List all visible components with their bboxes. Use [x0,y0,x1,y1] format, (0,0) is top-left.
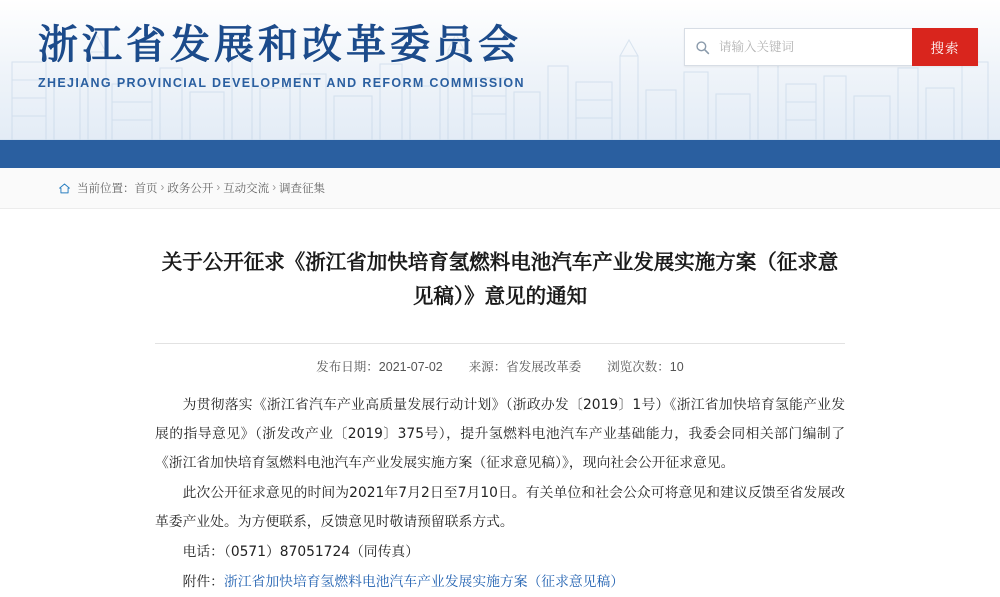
breadcrumb-item-government-disclosure[interactable]: 政务公开 [167,183,214,195]
search-input[interactable] [717,39,904,55]
breadcrumb-separator: › [160,182,165,194]
search-box [684,28,978,66]
article-paragraph: 电话：（0571）87051724（同传真） [182,544,419,560]
meta-source-label: 来源： [468,360,507,374]
search-button[interactable]: 搜索 [912,28,978,66]
meta-source-value: 省发展改革委 [506,360,582,374]
article-paragraph: 此次公开征求意见的时间为2021年7月2日至7月10日。有关单位和社会公众可将意见和建议反馈至省发展改革委产业处。为方便联系，反馈意见时敬请预留联系方式。 [155,485,845,530]
breadcrumb-bar [0,168,1000,209]
page-title: 关于公开征求《浙江省加快培育氢燃料电池汽车产业发展实施方案（征求意见稿）》意见的通知 [161,250,839,308]
breadcrumb-item-interaction[interactable]: 互动交流 [223,183,270,195]
page-body [0,209,1000,597]
breadcrumb-item-home[interactable]: 首页 [134,183,158,195]
site-title-chinese: 浙江省发展和改革委员会 [38,22,522,68]
meta-publish-date [316,357,442,375]
breadcrumb-separator: › [272,182,277,194]
attachment-label: 附件： [182,574,224,590]
meta-view-count-label: 浏览次数： [607,360,670,374]
attachment-link[interactable]: 浙江省加快培育氢燃料电池汽车产业发展实施方案（征求意见稿） [223,574,625,590]
home-icon[interactable] [58,182,71,195]
meta-publish-date-value: 2021-07-02 [378,360,443,374]
breadcrumb-separator: › [216,182,221,194]
meta-view-count [607,357,683,375]
breadcrumb-prefix: 当前位置： [77,183,135,195]
site-title-english: ZHEJIANG PROVINCIAL DEVELOPMENT AND REFORM COMMISSION [38,76,525,90]
search-field[interactable] [684,28,912,66]
site-header [0,0,1000,140]
primary-nav-bar [0,140,1000,168]
meta-publish-date-label: 发布日期： [316,360,379,374]
article [155,245,845,597]
article-paragraph: 为贯彻落实《浙江省汽车产业高质量发展行动计划》（浙政办发〔2019〕1号）《浙江省加快培育氢能产业发展的指导意见》（浙发改产业〔2019〕375号），提升氢燃料电池汽车产业基础能力，我委会同相关部门编制了《浙江省加快培育氢燃料电池汽车产业发展实施方案（征求意见稿）》，现向社会公开征求意见。 [155,397,845,471]
breadcrumb-item-survey-collection: 调查征集 [279,183,326,195]
search-icon [695,40,710,55]
breadcrumb [0,180,325,196]
article-content [155,391,845,597]
meta-view-count-value: 10 [669,360,684,374]
attachment-row [155,568,845,597]
meta-source [469,357,582,375]
article-meta [155,343,845,375]
